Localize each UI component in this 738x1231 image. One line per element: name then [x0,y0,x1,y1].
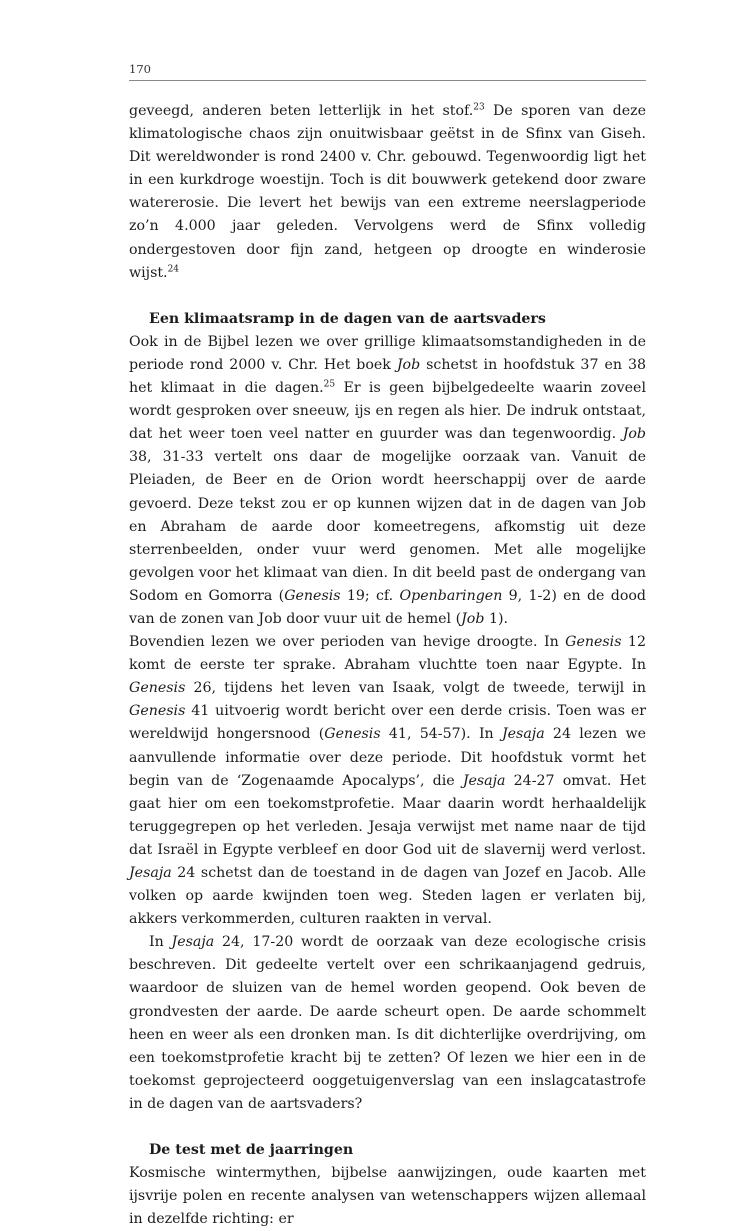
text-run: De sporen van deze klimatologische chaos zijn onuitwisbaar geëtst in de Sfinx van Giseh. Dit wereldwonder is rond 2400 v. Chr. gebouwd. Tegenwoordig ligt het in een kurkdroge woestijn. Toch is dit bouwwerk getekend door zware watererosie. Die levert het bewijs van een extreme neerslagperiode zo’n 4.000 jaar geleden. Vervolgens werd de Sfinx volledig ondergestoven door fijn zand, hetgeen op droogte en winderosie wijst. [129,103,646,281]
text-run: geveegd, anderen beten letterlijk in het stof. [129,103,474,119]
text-run: 24 lezen we aanvullende informatie over deze periode. Dit hoofdstuk vormt het begin van de ‘Zogenaamde Apocalyps’, die [129,726,647,789]
text-run: 24-27 omvat. Het gaat hier om een toekomstprofetie. Maar daarin wordt herhaaldelijk teruggegrepen op het verleden. Jesaja verwijst met name naar de tijd dat Israël in Egypte verbleef en door God uit de slavernij werd verlost. [129,772,646,858]
text-run: Er is geen bijbelgedeelte waarin zoveel wordt gesproken over sneeuw, ijs en regen als hier. De indruk ontstaat, dat het weer toen veel natter en guurder was dan tegenwoordig. [129,380,646,443]
text-run: 41, 54-57). In [380,726,502,743]
text-run: Kosmische wintermythen, bijbelse aanwijzingen, oude kaarten met ijsvrije polen en recente analysen van wetenschappers wijzen allemaal in dezelfde richting: er [129,1165,646,1228]
text-run: 24, 17-20 wordt de oorzaak van deze ecologische crisis beschreven. Dit gedeelte vertelt over een schrikaanjagend gedruis, waardoor de sluizen van de hemel worden geopend. Ook beven de grondvesten der aarde. De aarde scheurt open. De aarde schommelt heen en weer als een dronken man. Is dit dichterlijke overdrijving, om een toekomstprofetie kracht bij te zetten? Of lezen we hier een in de toekomst geprojecteerd ooggetuigenverslag van een inslagcatastrofe in de dagen van de aartsvaders? [129,934,646,1112]
book-title: Jesaja [462,772,506,789]
page-number: 170 [129,62,151,76]
paragraph [129,100,646,285]
text-run: 1). [484,610,509,627]
footnote-ref[interactable]: 24 [167,263,180,274]
text-run: 26, tijdens het leven van Isaak, volgt de tweede, terwijl in [185,680,646,697]
header-rule [129,80,646,81]
book-title: Jesaja [129,865,172,881]
text-run: Ook in de Bijbel lezen we over grillige klimaatsomstandigheden in de periode rond 2000 v. Chr. Het boek [129,333,646,373]
book-title: Genesis [284,587,341,604]
section-heading: Een klimaatsramp in de dagen van de aartsvaders [149,310,546,327]
text-run: In [149,934,172,951]
book-title: Job [396,356,421,373]
book-title: Jesaja [501,726,545,743]
paragraph [129,631,646,931]
book-title: Genesis [324,726,381,743]
text-run: 41 uitvoerig wordt bericht over een derde crisis. Toen was er wereldwijd hongersnood ( [129,703,646,743]
book-title: Genesis [129,680,186,697]
text-run: 19; cf. [340,587,400,604]
text-run: 9, 1-2) en de dood van de zonen van Job door vuur uit de hemel ( [129,587,646,627]
footnote-ref[interactable]: 25 [323,379,336,390]
paragraph [129,1162,646,1231]
book-title: Job [622,426,646,443]
section-heading: De test met de jaarringen [149,1142,354,1159]
book-title: Job [461,610,485,627]
book-title: Genesis [565,634,622,651]
footnote-ref[interactable]: 23 [473,102,485,113]
text-run: Bovendien lezen we over perioden van hevige droogte. In [129,634,566,651]
paragraph [129,331,646,631]
book-title: Genesis [129,703,186,720]
text-run: 12 komt de eerste ter sprake. Abraham vluchtte toen naar Egypte. In [129,634,646,674]
text-run: schetst in hoofdstuk 37 en 38 het klimaat in die dagen. [129,356,647,397]
text-run: 38, 31-33 vertelt ons daar de mogelijke oorzaak van. Vanuit de Pleiaden, de Beer en de Orion wordt heerschappij over de aarde gevoerd. Deze tekst zou er op kunnen wijzen dat in de dagen van Job en Abraham de aarde door komeetregens, afkomstig uit deze sterrenbeelden, onder vuur werd genomen. Met alle mogelijke gevolgen voor het klimaat van dien. In dit beeld past de ondergang van Sodom en Gomorra ( [129,449,646,604]
body-text [129,100,646,1231]
book-title: Openbaringen [399,587,503,604]
text-run: 24 schetst dan de toestand in de dagen van Jozef en Jacob. Alle volken op aarde kwijnden toen weg. Steden lagen er verlaten bij, akkers verkommerden, culturen raakten in verval. [129,865,646,928]
book-title: Jesaja [171,934,215,951]
paragraph [129,931,646,1116]
